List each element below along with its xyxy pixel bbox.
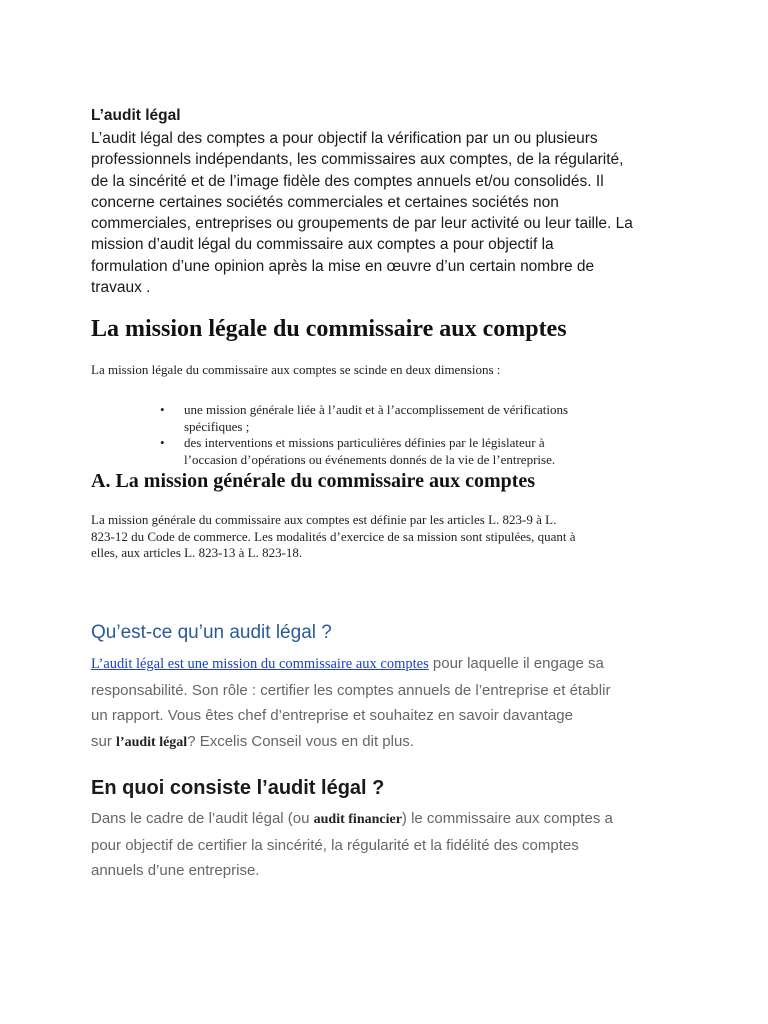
paragraph-text: sur <box>91 732 117 750</box>
paragraph-line: 823-12 du Code de commerce. Les modalités d’exercice de sa mission sont stipulées, quant à <box>91 528 576 544</box>
paragraph-line: La mission générale du commissaire aux comptes est définie par les articles L. 823-9 à L. <box>91 512 557 527</box>
list-item <box>160 435 660 468</box>
section-title-audit-legal: L’audit légal <box>91 107 181 124</box>
list-item <box>160 402 660 435</box>
paragraph-line: elles, aux articles L. 823-13 à L. 823-18. <box>91 545 303 560</box>
paragraph-text: Dans le cadre de l’audit légal (ou <box>91 810 314 827</box>
mission-generale-paragraph <box>91 512 681 562</box>
paragraph-line: commerciales, entreprises ou groupements de par leur activité ou leur taille. La <box>91 215 633 233</box>
paragraph-text: pour laquelle il engage sa <box>428 655 604 672</box>
list-item-line: des interventions et missions particulières définies par le législateur à <box>184 435 545 450</box>
heading-quest-ce-audit-legal: Qu’est-ce qu’un audit légal ? <box>91 622 332 643</box>
mission-legale-intro: La mission légale du commissaire aux comptes se scinde en deux dimensions : <box>91 362 501 377</box>
section-paragraph-audit-legal <box>91 128 681 298</box>
paragraph-line <box>91 651 691 678</box>
heading-mission-generale: A. La mission générale du commissaire aux comptes <box>91 470 536 492</box>
audit-legal-link[interactable]: L’audit légal est une mission du commissaire aux comptes <box>91 656 429 672</box>
bullet-icon: • <box>160 435 165 450</box>
bullet-icon: • <box>160 402 165 417</box>
list-item-line: l’occasion d’opérations ou événements donnés de la vie de l’entreprise. <box>184 451 556 467</box>
paragraph-line: formulation d’une opinion après la mise en œuvre d’un certain nombre de <box>91 257 595 275</box>
paragraph-line: un rapport. Vous êtes chef d’entreprise et souhaitez en savoir davantage <box>91 707 573 724</box>
list-item-line: spécifiques ; <box>184 418 250 434</box>
paragraph-text: ) le commissaire aux comptes a <box>401 810 613 827</box>
paragraph-line <box>91 806 691 833</box>
paragraph-line: responsabilité. Son rôle : certifier les comptes annuels de l’entreprise et établir <box>91 681 611 699</box>
paragraph-line: mission d’audit légal du commissaire aux comptes a pour objectif la <box>91 236 554 254</box>
paragraph-line: pour objectif de certifier la sincérité, la régularité et la fidélité des comptes <box>91 836 579 854</box>
paragraph-line: concerne certaines sociétés commerciales et certaines sociétés non <box>91 193 559 211</box>
en-quoi-consiste-paragraph <box>91 806 691 884</box>
bold-term-audit-legal: l’audit légal <box>116 734 188 750</box>
paragraph-line: travaux . <box>91 279 151 297</box>
bold-term-audit-financier: audit financier <box>313 812 402 827</box>
paragraph-line: professionnels indépendants, les commissaires aux comptes, de la régularité, <box>91 151 624 169</box>
paragraph-line: annuels d’une entreprise. <box>91 862 260 879</box>
paragraph-line: L’audit légal des comptes a pour objectif la vérification par un ou plusieurs <box>91 130 598 147</box>
list-item-line: une mission générale liée à l’audit et à l’accomplissement de vérifications <box>184 402 569 417</box>
quest-ce-audit-legal-paragraph <box>91 651 691 755</box>
paragraph-text: ? Excelis Conseil vous en dit plus. <box>187 732 414 750</box>
mission-dimensions-list <box>160 402 660 468</box>
paragraph-line: de la sincérité et de l’image fidèle des comptes annuels et/ou consolidés. Il <box>91 172 604 190</box>
heading-en-quoi-consiste: En quoi consiste l’audit légal ? <box>91 777 385 799</box>
paragraph-line <box>91 729 691 756</box>
heading-mission-legale: La mission légale du commissaire aux comptes <box>91 316 567 342</box>
